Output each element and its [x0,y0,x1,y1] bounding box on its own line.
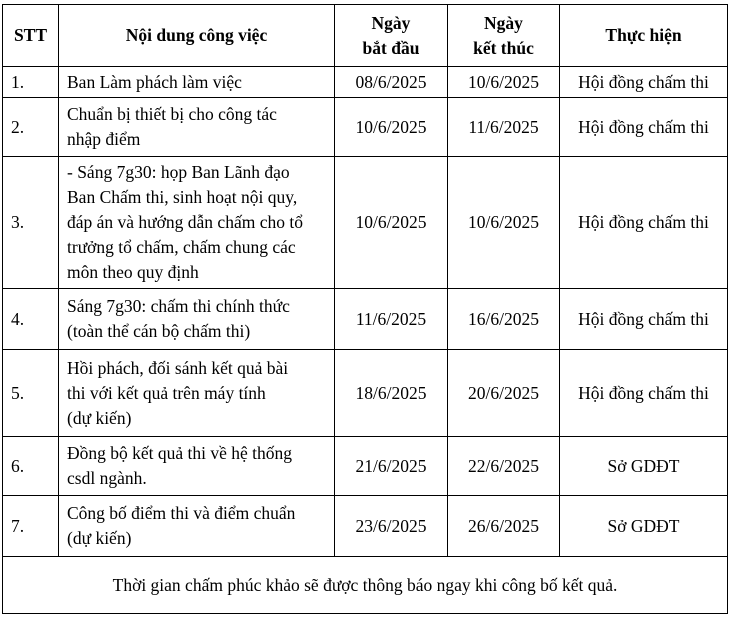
table-header-row [3,5,728,67]
table-row [3,67,728,98]
schedule-table [2,4,728,614]
row-stt: 4. [3,289,59,350]
content-line: môn theo quy định [67,262,199,282]
content-line: Ban Chấm thi, sinh hoạt nội quy, [67,187,298,207]
row-doer: Hội đồng chấm thi [560,98,728,157]
table-row [3,157,728,289]
table-row [3,350,728,437]
table-row [3,437,728,496]
row-stt: 6. [3,437,59,496]
row-end-date: 26/6/2025 [448,496,560,557]
row-stt: 7. [3,496,59,557]
header-content: Nội dung công việc [59,5,335,67]
content-line: Công bố điểm thi và điểm chuẩn [67,503,296,523]
row-start-date: 11/6/2025 [335,289,448,350]
content-line: Ban Làm phách làm việc [67,71,242,92]
row-start-date: 10/6/2025 [335,157,448,289]
row-doer: Hội đồng chấm thi [560,67,728,98]
header-end-date [448,5,560,67]
content-line: đáp án và hướng dẫn chấm cho tổ [67,212,303,232]
content-line: (toàn thể cán bộ chấm thi) [67,321,251,341]
row-end-date: 20/6/2025 [448,350,560,437]
footer-note-row [3,557,728,614]
row-stt: 2. [3,98,59,157]
header-end-line2: kết thúc [473,37,534,58]
row-stt: 1. [3,67,59,98]
row-end-date: 22/6/2025 [448,437,560,496]
row-content [59,157,335,289]
row-doer: Sở GDĐT [560,437,728,496]
row-stt: 5. [3,350,59,437]
content-line: Hồi phách, đối sánh kết quả bài [67,357,289,378]
row-content [59,350,335,437]
header-stt: STT [3,5,59,67]
footer-note: Thời gian chấm phúc khảo sẽ được thông báo ngay khi công bố kết quả. [3,557,728,614]
row-end-date: 16/6/2025 [448,289,560,350]
row-content [59,496,335,557]
row-content [59,437,335,496]
content-line: Chuẩn bị thiết bị cho công tác [67,104,277,124]
content-line: Sáng 7g30: chấm thi chính thức [67,296,290,316]
header-start-date [335,5,448,67]
content-line: - Sáng 7g30: họp Ban Lãnh đạo [67,162,290,182]
row-start-date: 18/6/2025 [335,350,448,437]
content-line: (dự kiến) [67,407,132,428]
row-stt: 3. [3,157,59,289]
row-doer: Hội đồng chấm thi [560,289,728,350]
row-end-date: 11/6/2025 [448,98,560,157]
content-line: csdl ngành. [67,468,147,488]
content-line: thi với kết quả trên máy tính [67,382,266,403]
row-start-date: 08/6/2025 [335,67,448,98]
row-end-date: 10/6/2025 [448,67,560,98]
table-row [3,98,728,157]
table-row [3,496,728,557]
content-line: (dự kiến) [67,528,132,548]
header-doer: Thực hiện [560,5,728,67]
row-start-date: 10/6/2025 [335,98,448,157]
header-start-line2: bắt đầu [362,37,420,58]
row-start-date: 23/6/2025 [335,496,448,557]
row-content [59,289,335,350]
row-end-date: 10/6/2025 [448,157,560,289]
content-line: trưởng tổ chấm, chấm chung các [67,237,296,257]
header-end-line1: Ngày [484,12,523,33]
row-doer: Sở GDĐT [560,496,728,557]
row-start-date: 21/6/2025 [335,437,448,496]
row-doer: Hội đồng chấm thi [560,350,728,437]
header-start-line1: Ngày [371,12,411,33]
row-content [59,67,335,98]
content-line: Đồng bộ kết quả thi về hệ thống [67,443,293,463]
table-row [3,289,728,350]
content-line: nhập điểm [67,129,141,149]
row-doer: Hội đồng chấm thi [560,157,728,289]
row-content [59,98,335,157]
